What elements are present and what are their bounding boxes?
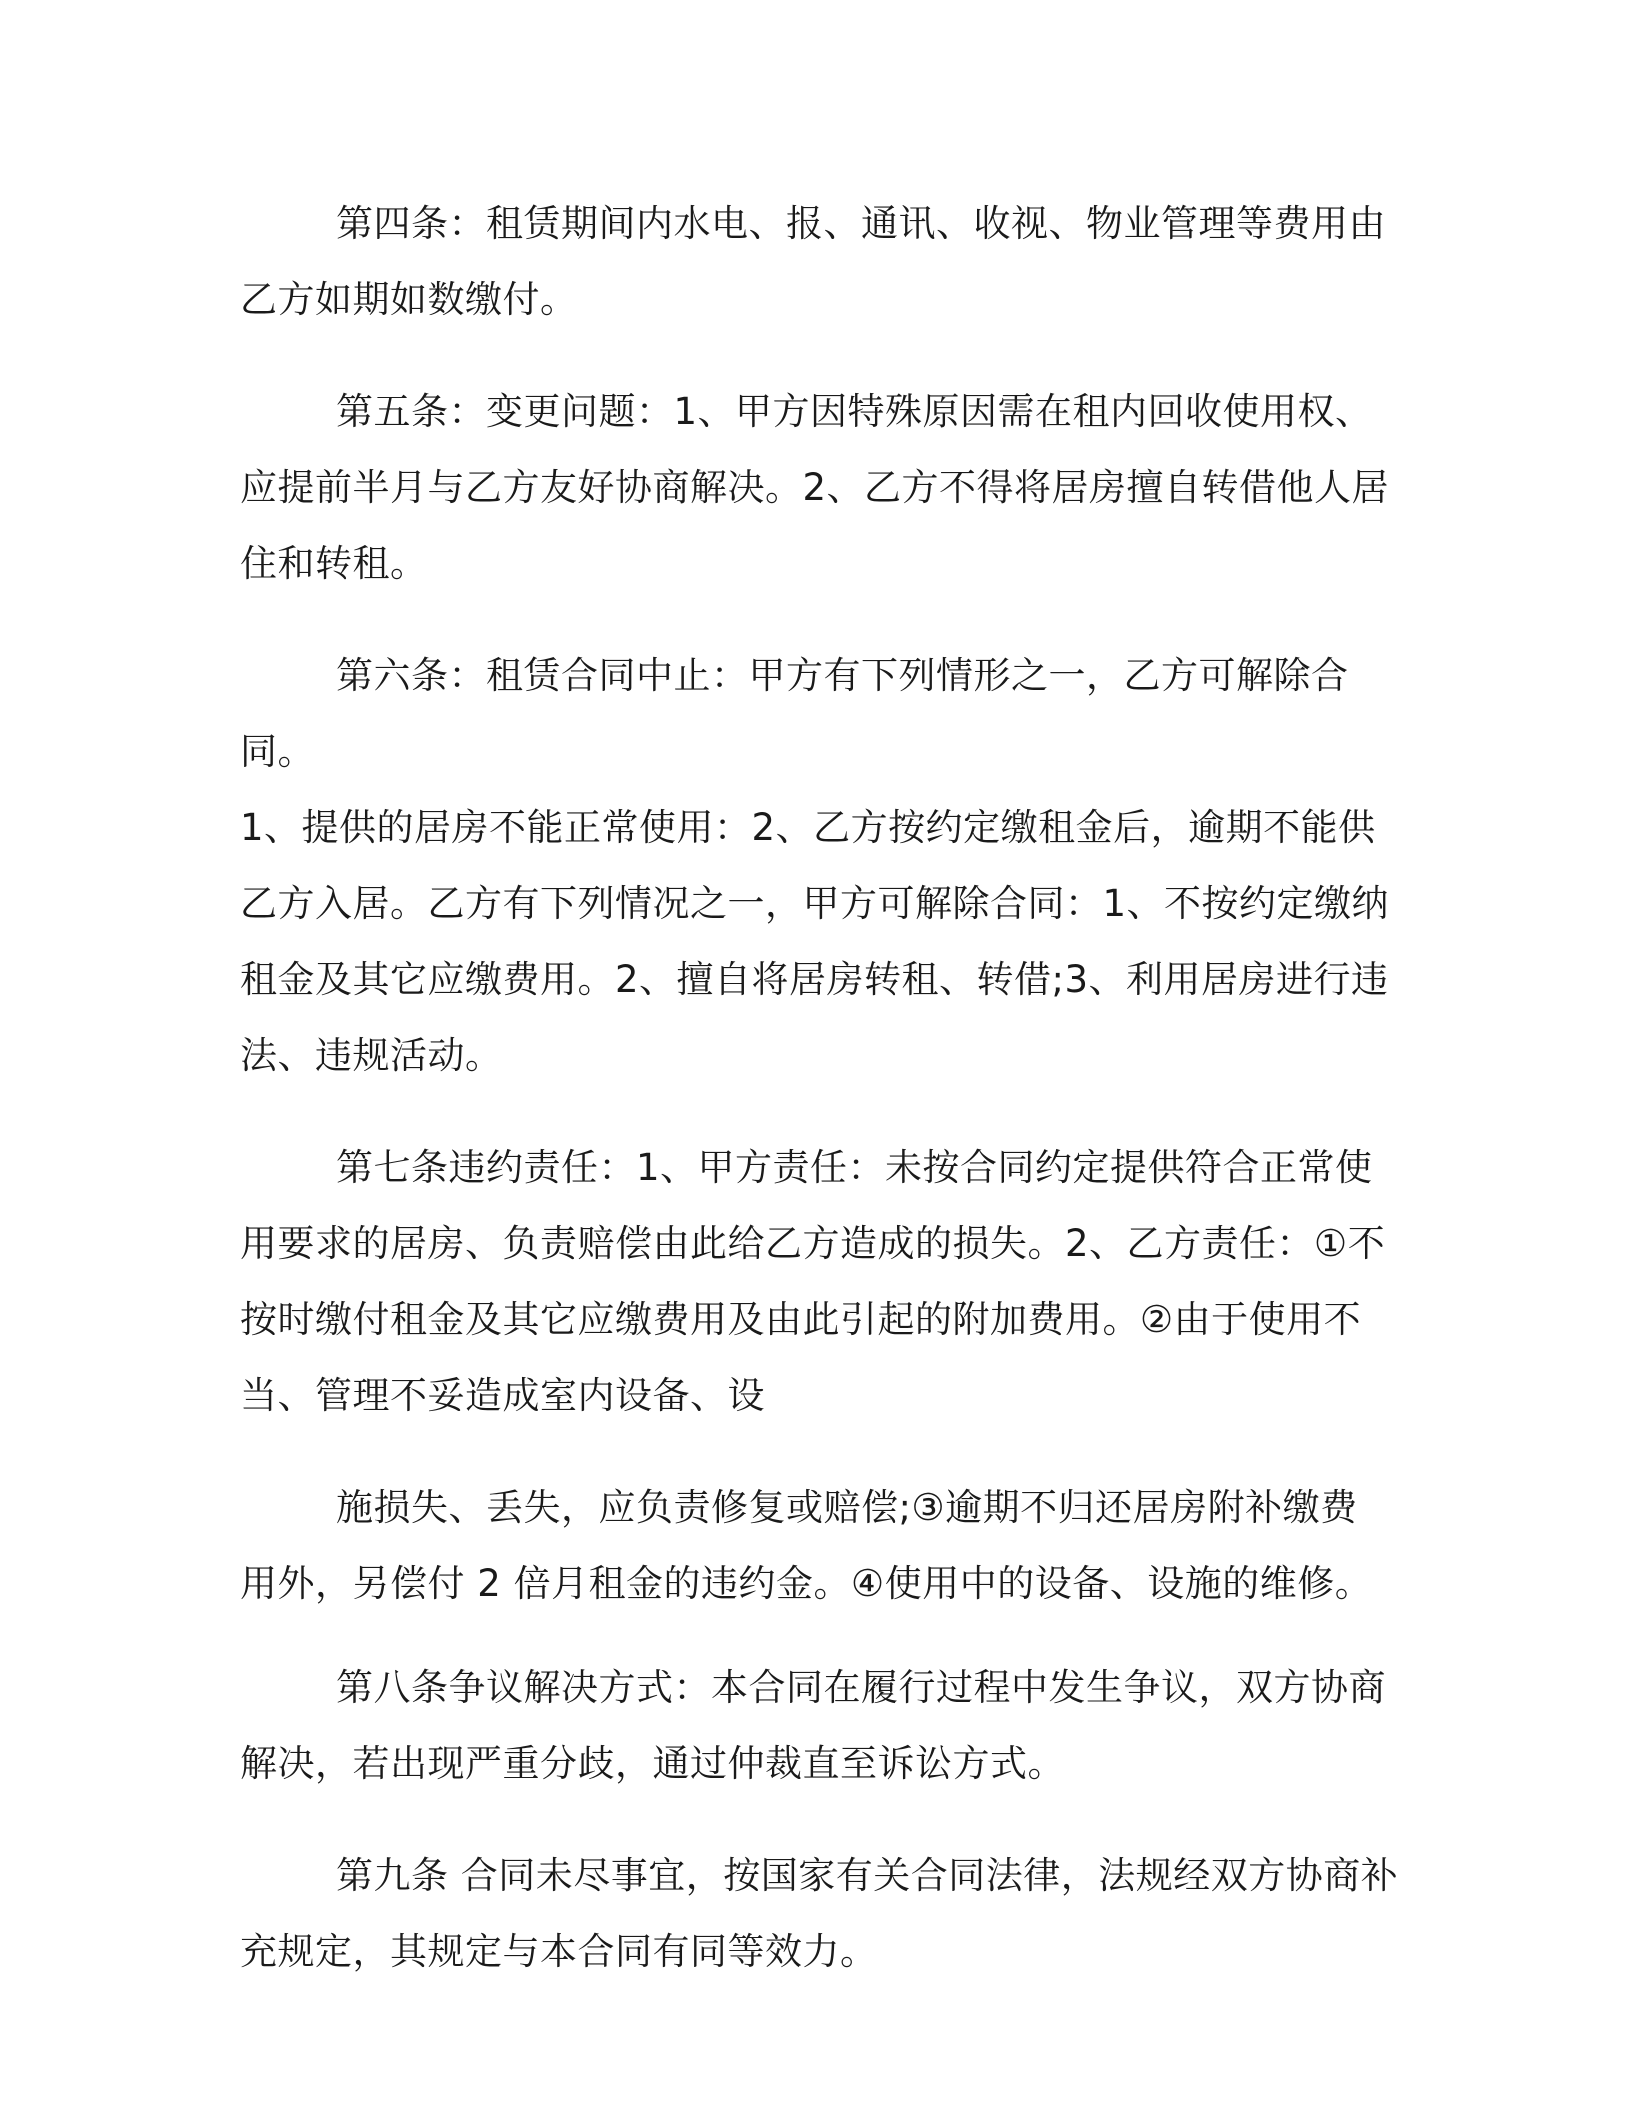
article-7-paragraph: 第七条违约责任：1、甲方责任：未按合同约定提供符合正常使 用要求的居房、负责赔偿由此给乙方造成的损失。2、乙方责任：①不 按时缴付租金及其它应缴费用及由此引起的附加费用。②由于使用不 当、管理不妥造成室内设备、设 <box>240 1146 1386 1417</box>
article-5-paragraph: 第五条：变更问题：1、甲方因特殊原因需在租内回收使用权、 应提前半月与乙方友好协商解决。2、乙方不得将居房擅自转借他人居 住和转租。 <box>240 390 1390 585</box>
article-9-paragraph: 第九条 合同未尽事宜，按国家有关合同法律，法规经双方协商补 充规定，其规定与本合同有同等效力。 <box>240 1854 1399 1973</box>
article-6-paragraph: 第六条：租赁合同中止：甲方有下列情形之一，乙方可解除合同。 1、提供的居房不能正常使用：2、乙方按约定缴租金后，逾期不能供 乙方入居。乙方有下列情况之一，甲方可解除合同：1、不按约定缴纳 租金及其它应缴费用。2、擅自将居房转租、转借;3、利用居房进行违 法、违规活动。 <box>240 654 1390 1077</box>
article-8-paragraph: 第八条争议解决方式：本合同在履行过程中发生争议，双方协商 解决，若出现严重分歧，通过仲裁直至诉讼方式。 <box>240 1666 1386 1785</box>
article-4-paragraph: 第四条：租赁期间内水电、报、通讯、收视、物业管理等费用由 乙方如期如数缴付。 <box>240 202 1386 321</box>
document-body <box>240 186 1400 1990</box>
article-7-continuation-paragraph: 施损失、丢失，应负责修复或赔偿;③逾期不归还居房附补缴费 用外，另偿付 2 倍月租金的违约金。④使用中的设备、设施的维修。 <box>240 1486 1373 1605</box>
